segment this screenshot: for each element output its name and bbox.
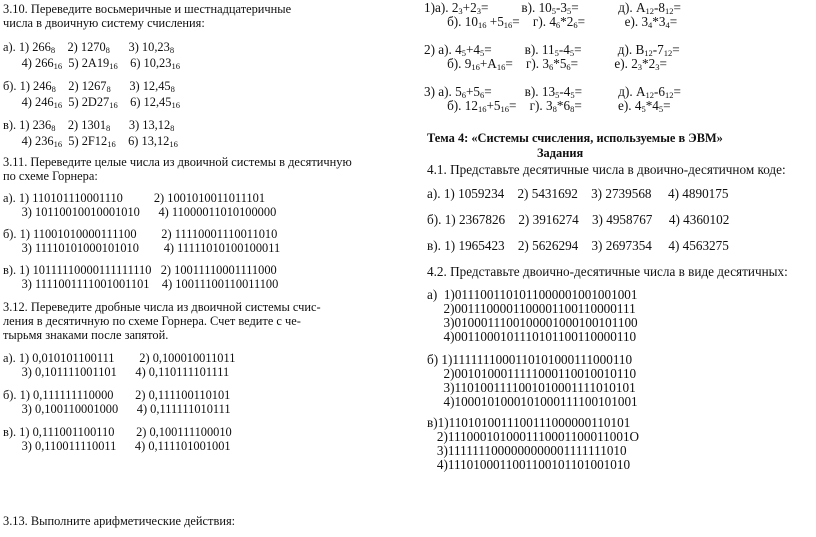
task-4-2-row: 3)0100011100100001000100101100 — [427, 315, 638, 330]
task-3-10-row: б). 1) $246_8$ 2) $1267_8$ 3) $12,45_8$ — [3, 79, 175, 94]
task-4-1-row: а). 1) 1059234 2) 5431692 3) 2739568 4) 4890175 — [427, 186, 729, 201]
base-subscript: 5 — [551, 6, 557, 16]
task-3-12-row: а). 1) 0,010101100111 2) 0,100010011011 — [3, 351, 236, 365]
task-3-11-title-line-1: 3.11. Переведите целые числа из двоичной системы в десятичную — [3, 155, 352, 169]
base-subscript: 8 — [50, 45, 56, 55]
base-subscript: 8 — [105, 45, 110, 55]
base-subscript: 6 — [573, 20, 578, 30]
task-3-11-row: 3) 10110010010001010 4) 11000011010100000 — [3, 205, 277, 219]
base-subscript: 6 — [566, 62, 571, 72]
base-subscript: 6 — [555, 20, 561, 30]
base-subscript: 5 — [658, 104, 664, 114]
task-4-2-row: б) 1)1111111000110101000111000110 — [427, 352, 633, 367]
base-subscript: 16 — [171, 61, 180, 71]
base-subscript: 12 — [645, 90, 654, 100]
arith-row: 3) а). $5_6+5_6=$ в). $13_5-4_5=$ д). $A_{12}-6_{12}=$ — [424, 84, 681, 100]
task-4-2-title: 4.2. Представьте двоично-десятичные числа в виде десятичных: — [427, 264, 788, 279]
base-subscript: 8 — [170, 123, 175, 133]
base-subscript: 5 — [555, 90, 560, 100]
task-3-11-row: а). 1) 110101110001110 2) 1001010011011101 — [3, 191, 266, 205]
base-subscript: 5 — [554, 48, 559, 58]
base-subscript: 12 — [663, 48, 673, 58]
task-3-10-row: 4) $236_{16}$ 5) $2F12_{16}$ 6) $13,12_{16}$ — [3, 134, 178, 149]
task-3-10-row: а). 1) $266_8$ 2) $1270_8$ 3) $10,23_8$ — [3, 40, 175, 55]
base-subscript: 16 — [109, 100, 118, 110]
task-3-12-row: 3) 0,100110001000 4) 0,111111010111 — [3, 402, 231, 416]
task-3-10-row: 4) $246_{16}$ 5) $2D27_{16}$ 6) $12,45_{16}$ — [3, 95, 180, 110]
task-4-2-row: 2)0010100011111000110010010110 — [427, 366, 637, 381]
base-subscript: 8 — [51, 123, 56, 133]
base-subscript: 16 — [503, 20, 513, 30]
task-4-2-row: 3)1111111000000000001111111010 — [427, 443, 627, 458]
tasks-heading: Задания — [537, 146, 584, 160]
base-subscript: 3 — [458, 6, 463, 16]
base-subscript: 16 — [107, 139, 116, 149]
base-subscript: 16 — [477, 104, 487, 114]
task-3-12-row: в). 1) 0,111001100110 2) 0,100111100010 — [3, 425, 232, 439]
task-3-12-title-line-1: 3.12. Переведите дробные числа из двоичной системы счис- — [3, 300, 321, 314]
task-4-2-row: в)1)1101010011100111000000110101 — [427, 415, 631, 430]
task-4-1-row: в). 1) 1965423 2) 5626294 3) 2697354 4) 4563275 — [427, 238, 729, 253]
task-4-2-row: 4)1000101000101000111100101001 — [427, 394, 638, 409]
arith-row: 2) а). $4_5+4_5=$ в). $11_5-4_5=$ д). $B_{12}-7_{12}=$ — [424, 42, 680, 58]
topic-title: Тема 4: «Системы счисления, используемые в ЭВМ» — [427, 131, 723, 145]
base-subscript: 3 — [476, 6, 481, 16]
task-3-11-row: б). 1) 11001010000111100 2) 11110001110011010 — [3, 227, 278, 241]
task-3-11-row: 3) 11110101000101010 4) 11111010100100011 — [3, 241, 281, 255]
base-subscript: 16 — [496, 62, 506, 72]
base-subscript: 5 — [570, 90, 575, 100]
task-4-2-row: 2)0011100001100001100110000111 — [427, 301, 636, 316]
base-subscript: 16 — [477, 20, 487, 30]
task-4-2-row: а) 1)0111001101011000001001001001 — [427, 287, 638, 302]
task-4-1-title: 4.1. Представьте десятичные числа в двоично-десятичном коде: — [427, 162, 786, 177]
task-4-2-row: 4)1110100011001100101101001010 — [427, 457, 631, 472]
base-subscript: 16 — [471, 62, 480, 72]
task-3-11-title-line-2: по схеме Горнера: — [3, 169, 98, 183]
base-subscript: 5 — [569, 48, 575, 58]
base-subscript: 6 — [548, 62, 554, 72]
arith-row: 1)а). $2_3+2_3=$ в). $10_5-3_5=$ д). $A_{12}-8_{12}=$ — [424, 0, 681, 16]
base-subscript: 12 — [645, 6, 654, 16]
base-subscript: 8 — [570, 104, 575, 114]
task-3-10-row: в). 1) $236_8$ 2) $1301_8$ 3) $13,12_8$ — [3, 118, 175, 133]
base-subscript: 8 — [552, 104, 557, 114]
task-3-12-row: б). 1) 0,111111110000 2) 0,111100110101 — [3, 388, 231, 402]
arith-row: б). $12_{16}+5_{16}=$ г). $3_8*6_8=$ е). $4_5*4_5=$ — [424, 98, 671, 114]
task-3-10-row: 4) $266_{16}$ 5) $2A19_{16}$ 6) $10,23_{16}$ — [3, 56, 180, 71]
task-3-10-title-line-2: числа в двоичную систему счисления: — [3, 16, 205, 30]
base-subscript: 12 — [664, 90, 674, 100]
task-3-12-title-line-3: тырьмя знаками после запятой. — [3, 328, 169, 342]
base-subscript: 6 — [461, 90, 466, 100]
task-3-10-title-line-1: 3.10. Переведите восьмеричные и шестнадцатеричные — [3, 2, 292, 16]
task-3-13-title: 3.13. Выполните арифметические действия: — [3, 514, 236, 528]
base-subscript: 12 — [644, 48, 653, 58]
task-3-12-title-line-2: ления в десятичную по схеме Горнера. Счет ведите с че- — [3, 314, 301, 328]
task-4-2-row: 4)0011000101110101100110000110 — [427, 329, 637, 344]
base-subscript: 6 — [480, 90, 485, 100]
base-subscript: 5 — [480, 48, 485, 58]
base-subscript: 4 — [648, 20, 653, 30]
base-subscript: 16 — [109, 61, 118, 71]
base-subscript: 16 — [53, 100, 63, 110]
task-4-2-row: 2)1110001010001110001100011001О — [427, 429, 640, 444]
base-subscript: 5 — [641, 104, 646, 114]
base-subscript: 3 — [655, 62, 660, 72]
base-subscript: 8 — [170, 84, 175, 94]
task-4-2-row: 3)1101001111001010001111010101 — [427, 380, 636, 395]
base-subscript: 3 — [637, 62, 643, 72]
base-subscript: 16 — [171, 100, 180, 110]
base-subscript: 16 — [500, 104, 509, 114]
base-subscript: 4 — [665, 20, 670, 30]
base-subscript: 8 — [106, 123, 111, 133]
base-subscript: 8 — [106, 84, 111, 94]
base-subscript: 5 — [567, 6, 572, 16]
task-3-11-row: в). 1) 10111110000111111110 2) 10011110001111000 — [3, 263, 277, 277]
task-3-11-row: 3) 1111001111001001101 4) 10011100110011100 — [3, 277, 279, 291]
base-subscript: 16 — [169, 139, 178, 149]
base-subscript: 5 — [461, 48, 466, 58]
base-subscript: 16 — [53, 61, 63, 71]
base-subscript: 8 — [51, 84, 56, 94]
base-subscript: 8 — [169, 45, 175, 55]
task-3-12-row: 3) 0,101111001101 4) 0,110111101111 — [3, 365, 230, 379]
base-subscript: 12 — [664, 6, 674, 16]
arith-row: б). $9_{16}+A_{16}=$ г). $3_6*5_6=$ е). $2_3*2_3=$ — [424, 56, 667, 72]
task-4-1-row: б). 1) 2367826 2) 3916274 3) 4958767 4) 4360102 — [427, 212, 730, 227]
base-subscript: 16 — [53, 139, 63, 149]
task-3-12-row: 3) 0,110011110011 4) 0,111101001001 — [3, 439, 231, 453]
arith-row: б). $10_{16} +5_{16}=$ г). $4_6*2_6=$ е). $3_4*3_4=$ — [424, 14, 678, 30]
